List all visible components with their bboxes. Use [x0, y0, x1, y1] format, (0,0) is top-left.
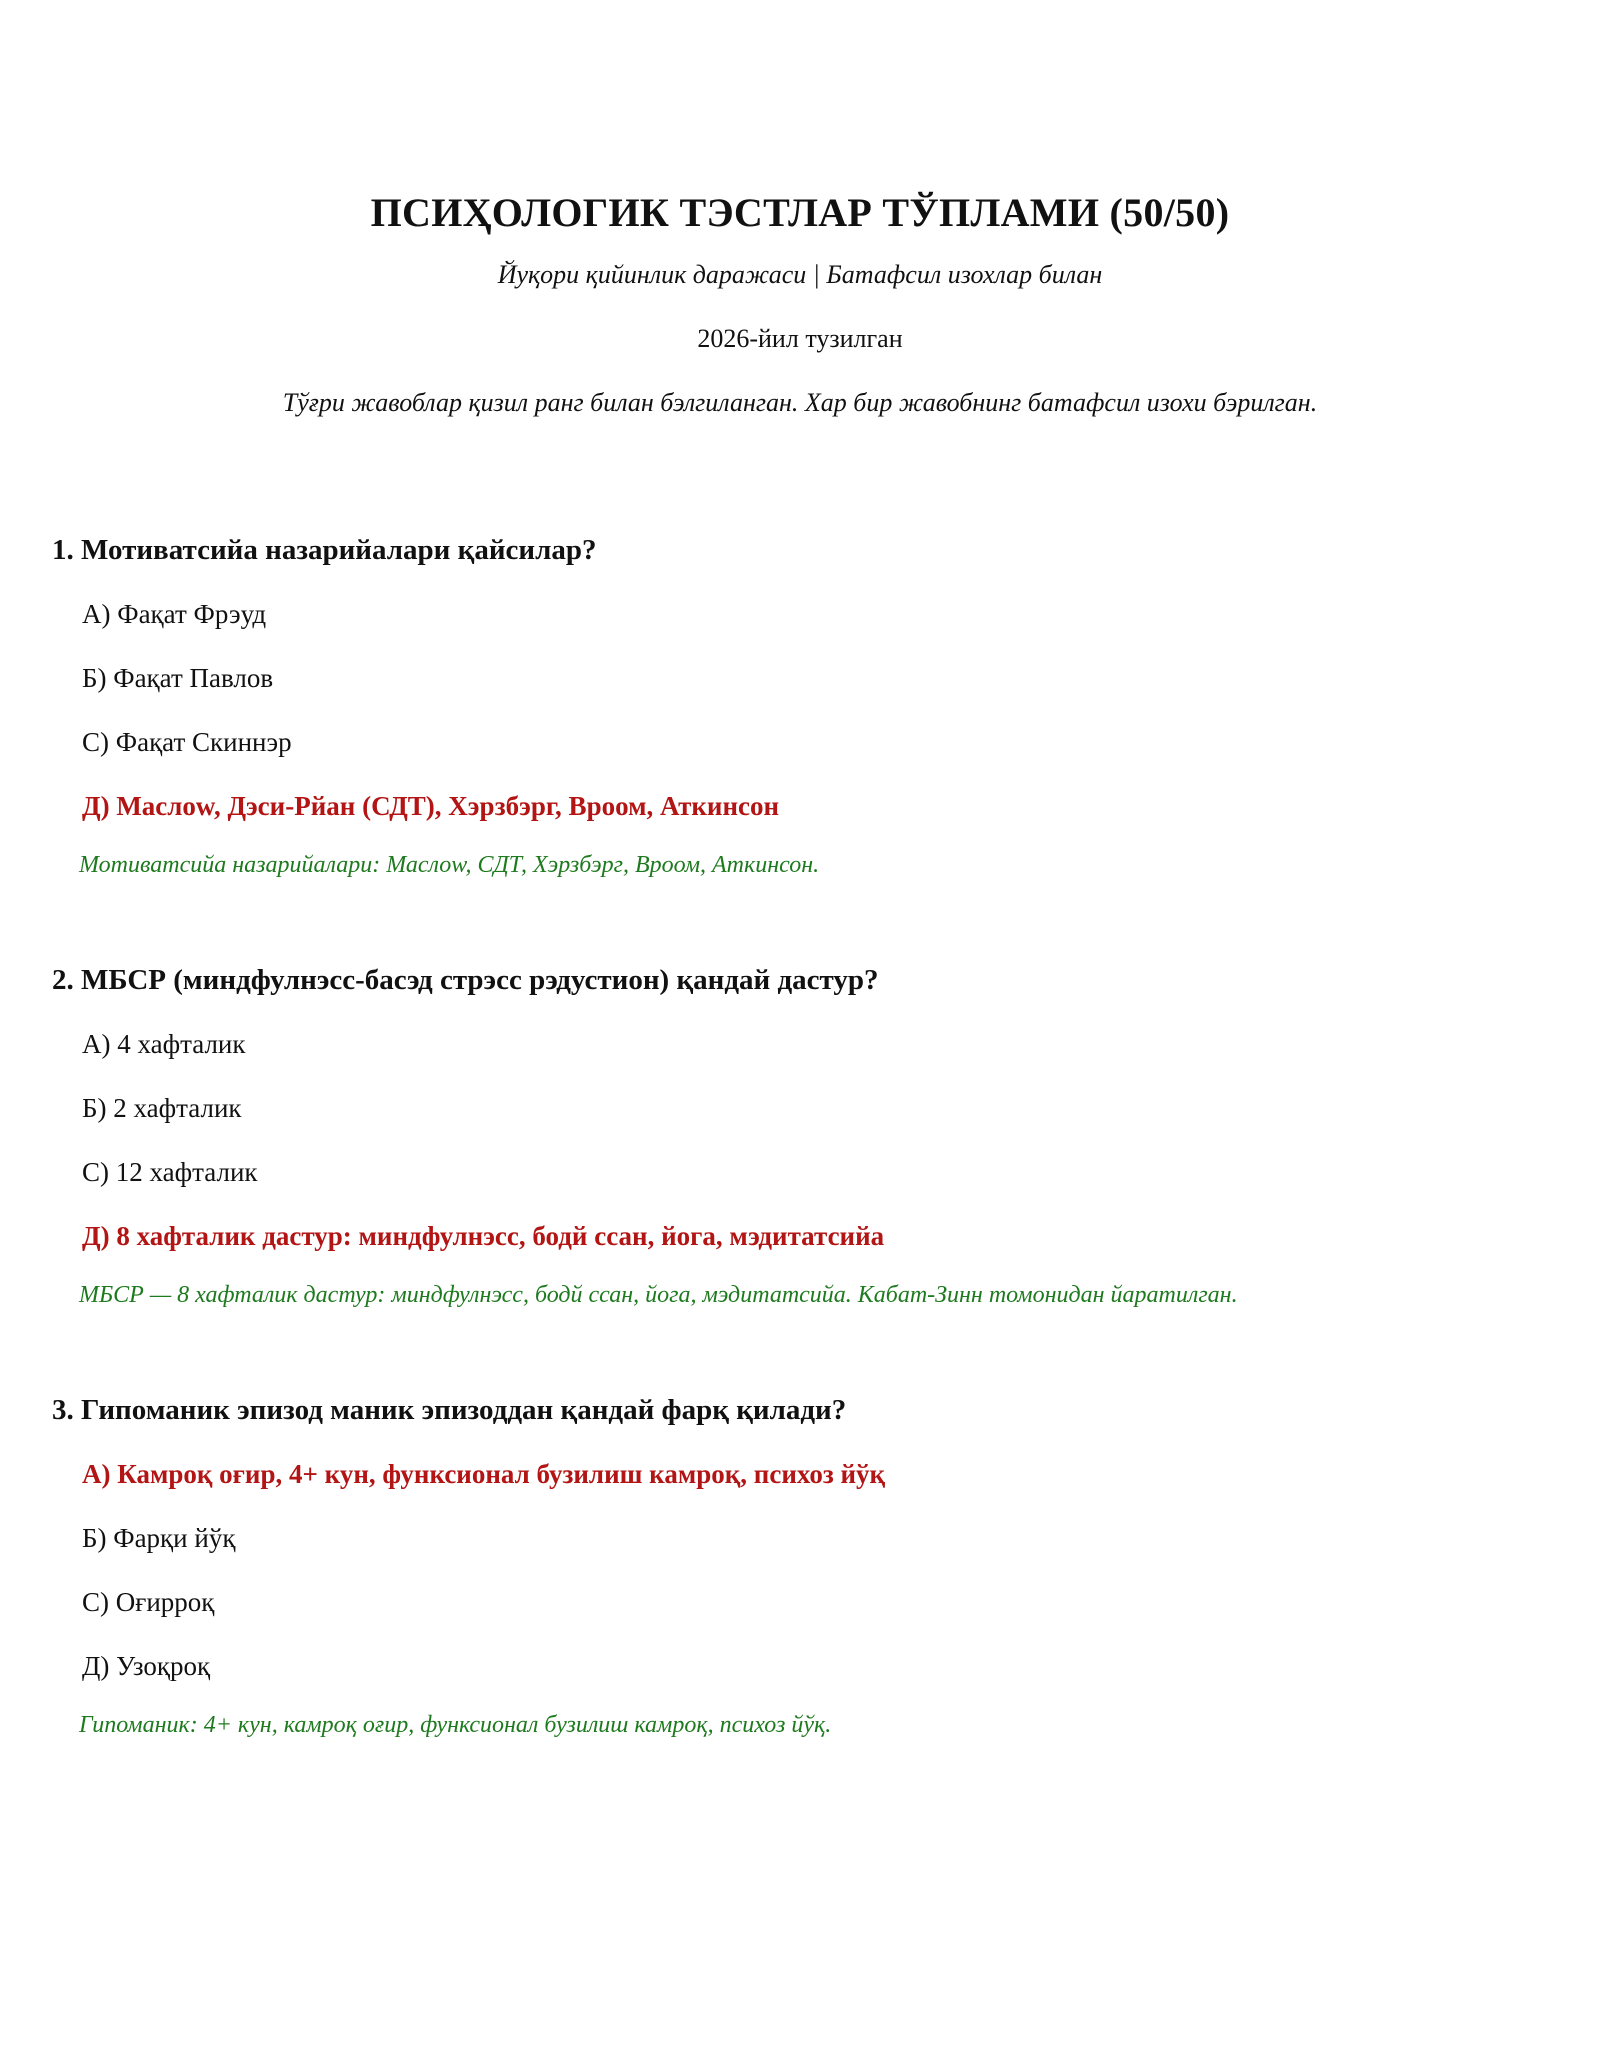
- answer-explanation: Мотиватсийа назарийалари: Маслоw, СДТ, Хэрзбэрг, Вроом, Аткинсон.: [79, 852, 820, 878]
- answer-explanation: Гипоманик: 4+ кун, камроқ оғир, функсионал бузилиш камроқ, психоз йўқ.: [79, 1712, 832, 1738]
- option-a: А) Камроқ оғир, 4+ кун, функсионал бузилиш камроқ, психоз йўқ: [82, 1459, 886, 1489]
- option-d: Д) Маслоw, Дэси-Рйан (СДТ), Хэрзбэрг, Вроом, Аткинсон: [82, 791, 780, 821]
- document-subtitle: Йуқори қийинлик даражаси | Батафсил изохлар билан: [497, 260, 1103, 289]
- question-3: [52, 1385, 1552, 1745]
- option-b: Б) Фарқи йўқ: [82, 1523, 236, 1553]
- answer-explanation: МБСР — 8 хафталик дастур: миндфулнэсс, бодй ссан, йога, мэдитатсийа. Кабат-Зинн томонидан йаратилган.: [79, 1282, 1238, 1308]
- document-header: [0, 183, 1600, 423]
- question-text: 2. МБСР (миндфулнэсс-басэд стрэсс рэдустион) қандай дастур?: [52, 964, 879, 996]
- document-title: ПСИҲОЛОГИК ТЭСТЛАР ТЎПЛАМИ (50/50): [370, 190, 1230, 235]
- option-list: [52, 1449, 1552, 1691]
- option-c: С) Оғирроқ: [82, 1587, 215, 1617]
- option-c: С) 12 хафталик: [82, 1157, 258, 1187]
- question-text: 1. Мотиватсийа назарийалари қайсилар?: [52, 534, 597, 566]
- question-2: [52, 955, 1552, 1315]
- option-b: Б) 2 хафталик: [82, 1093, 242, 1123]
- option-c: С) Фақат Скиннэр: [82, 727, 292, 757]
- question-list: [52, 525, 1552, 1815]
- question-text: 3. Гипоманик эпизод маник эпизоддан қандай фарқ қилади?: [52, 1394, 847, 1426]
- document-date: 2026-йил тузилган: [697, 324, 903, 353]
- option-d: Д) Узоқроқ: [82, 1651, 211, 1681]
- option-a: А) 4 хафталик: [82, 1029, 246, 1059]
- question-1: [52, 525, 1552, 885]
- option-list: [52, 1019, 1552, 1261]
- option-d: Д) 8 хафталик дастур: миндфулнэсс, бодй ссан, йога, мэдитатсийа: [82, 1221, 885, 1251]
- option-a: А) Фақат Фрэуд: [82, 599, 267, 629]
- option-list: [52, 589, 1552, 831]
- option-b: Б) Фақат Павлов: [82, 663, 274, 693]
- document-note: Тўғри жавоблар қизил ранг билан бэлгиланган. Хар бир жавобнинг батафсил изохи бэрилган.: [282, 388, 1318, 417]
